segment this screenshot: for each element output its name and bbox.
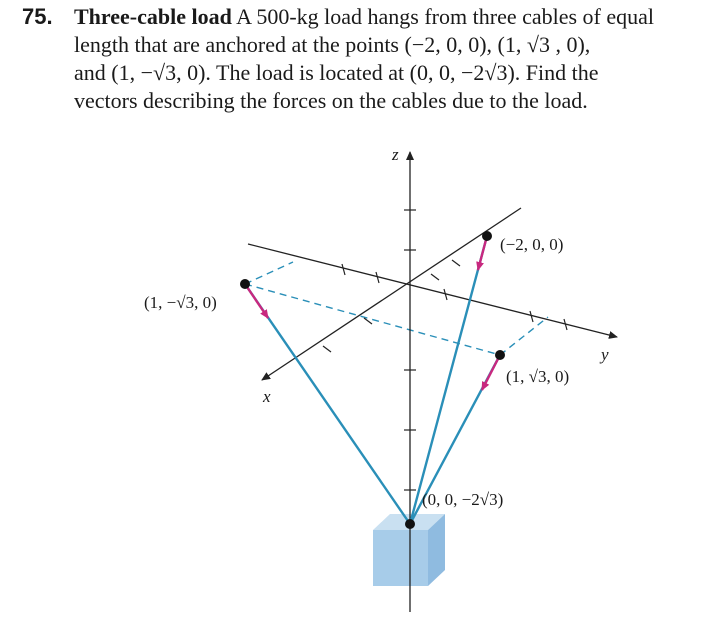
label-p2: (1, −√3, 0) bbox=[144, 293, 217, 312]
x-axis-label: x bbox=[263, 387, 271, 406]
point-load bbox=[405, 519, 415, 529]
problem-line-4: vectors describing the forces on the cables due to the load. bbox=[74, 88, 588, 113]
y-tick bbox=[530, 311, 533, 322]
force-arrows bbox=[245, 236, 500, 390]
label-load: (0, 0, −2√3) bbox=[422, 490, 504, 509]
z-axis-label: z bbox=[392, 145, 399, 164]
problem-line-3: and (1, −√3, 0). The load is located at (0, 0, −2√3). Find the bbox=[74, 60, 599, 85]
x-tick bbox=[323, 346, 331, 352]
point-p1 bbox=[482, 231, 492, 241]
problem-title: Three-cable load bbox=[74, 4, 232, 29]
point-p2 bbox=[240, 279, 250, 289]
load-box-front bbox=[373, 530, 428, 586]
dash-line-3 bbox=[500, 317, 548, 355]
y-tick bbox=[342, 264, 345, 275]
x-tick bbox=[364, 318, 372, 324]
cable-1 bbox=[410, 236, 487, 524]
dash-line-2 bbox=[245, 284, 500, 355]
force-arrow-2 bbox=[245, 284, 268, 318]
x-axis bbox=[262, 208, 521, 380]
x-tick bbox=[431, 274, 439, 280]
y-axis-label: y bbox=[601, 345, 609, 364]
point-p3 bbox=[495, 350, 505, 360]
label-p1: (−2, 0, 0) bbox=[500, 235, 564, 254]
x-tick bbox=[452, 260, 460, 266]
problem-text-1: A 500-kg load hangs from three cables of equal bbox=[236, 4, 655, 29]
force-arrow-1 bbox=[478, 236, 487, 270]
y-axis bbox=[248, 244, 617, 337]
label-p3: (1, √3, 0) bbox=[506, 367, 570, 386]
problem-line-2: length that are anchored at the points (−2, 0, 0), (1, √3 , 0), bbox=[74, 32, 591, 57]
dash-line-1 bbox=[245, 262, 293, 284]
cables bbox=[245, 236, 500, 524]
force-arrow-3 bbox=[482, 355, 500, 390]
problem-number: 75. bbox=[22, 4, 53, 29]
